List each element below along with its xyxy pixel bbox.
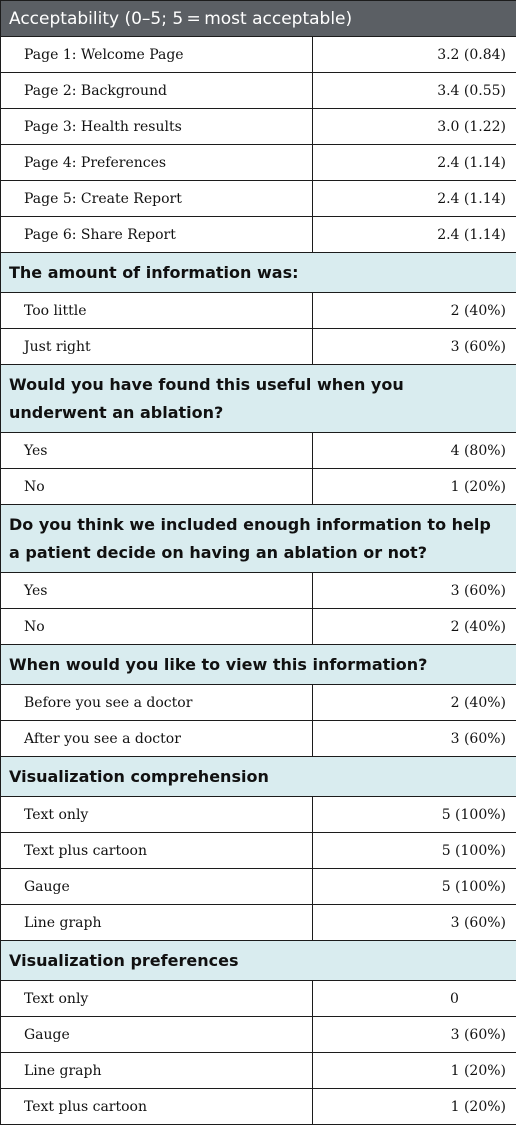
- section-heading-row: [1, 941, 516, 981]
- row-label: Just right: [1, 329, 313, 365]
- section-heading-row: [1, 253, 516, 293]
- row-value: 2.4 (1.14): [313, 217, 516, 253]
- row-label: No: [1, 469, 313, 505]
- table-row: [1, 869, 516, 905]
- title-row: [1, 1, 516, 37]
- row-value: 3 (60%): [313, 721, 516, 757]
- row-label: Page 1: Welcome Page: [1, 37, 313, 73]
- row-label: Line graph: [1, 1053, 313, 1089]
- row-value: 3.4 (0.55): [313, 73, 516, 109]
- row-value: 3 (60%): [313, 1017, 516, 1053]
- row-value: 2.4 (1.14): [313, 181, 516, 217]
- table-row: [1, 109, 516, 145]
- table-title: Acceptability (0–5; 5 = most acceptable): [1, 1, 516, 37]
- row-value: 5 (100%): [313, 833, 516, 869]
- table-row: [1, 217, 516, 253]
- table-row: [1, 1089, 516, 1125]
- row-value: 1 (20%): [313, 469, 516, 505]
- table-row: [1, 981, 516, 1017]
- row-label: Page 3: Health results: [1, 109, 313, 145]
- row-label: Text plus cartoon: [1, 1089, 313, 1125]
- section-heading: The amount of information was:: [1, 253, 516, 293]
- row-value: 2 (40%): [313, 609, 516, 645]
- table-row: [1, 37, 516, 73]
- row-label: Text plus cartoon: [1, 833, 313, 869]
- section-heading: Would you have found this useful when you underwent an ablation?: [1, 365, 516, 433]
- table-row: [1, 609, 516, 645]
- row-label: Text only: [1, 797, 313, 833]
- table-row: [1, 145, 516, 181]
- section-heading-row: [1, 757, 516, 797]
- row-value: 2.4 (1.14): [313, 145, 516, 181]
- row-value: 2 (40%): [313, 293, 516, 329]
- row-label: Yes: [1, 433, 313, 469]
- row-value: 3 (60%): [313, 905, 516, 941]
- row-label: Page 2: Background: [1, 73, 313, 109]
- section-heading: When would you like to view this information?: [1, 645, 516, 685]
- row-value: 0: [313, 981, 516, 1017]
- table-row: [1, 573, 516, 609]
- table-row: [1, 433, 516, 469]
- table-row: [1, 1053, 516, 1089]
- table-row: [1, 73, 516, 109]
- section-heading: Visualization preferences: [1, 941, 516, 981]
- table-row: [1, 833, 516, 869]
- row-label: Page 5: Create Report: [1, 181, 313, 217]
- row-label: Gauge: [1, 869, 313, 905]
- row-label: Text only: [1, 981, 313, 1017]
- row-label: Before you see a doctor: [1, 685, 313, 721]
- table-row: [1, 293, 516, 329]
- row-value: 3 (60%): [313, 573, 516, 609]
- table-row: [1, 181, 516, 217]
- table-row: [1, 1017, 516, 1053]
- section-heading-row: [1, 505, 516, 573]
- table-row: [1, 721, 516, 757]
- row-label: Too little: [1, 293, 313, 329]
- section-heading: Visualization comprehension: [1, 757, 516, 797]
- row-value: 3 (60%): [313, 329, 516, 365]
- row-value: 5 (100%): [313, 869, 516, 905]
- table-row: [1, 905, 516, 941]
- row-value: 4 (80%): [313, 433, 516, 469]
- row-value: 1 (20%): [313, 1089, 516, 1125]
- section-heading: Do you think we included enough information to help a patient decide on having an ablation or not?: [1, 505, 516, 573]
- row-label: No: [1, 609, 313, 645]
- section-heading-row: [1, 365, 516, 433]
- row-label: Page 6: Share Report: [1, 217, 313, 253]
- table-row: [1, 329, 516, 365]
- row-label: Yes: [1, 573, 313, 609]
- row-value: 1 (20%): [313, 1053, 516, 1089]
- table-row: [1, 685, 516, 721]
- row-value: 3.2 (0.84): [313, 37, 516, 73]
- table-row: [1, 797, 516, 833]
- row-value: 2 (40%): [313, 685, 516, 721]
- row-value: 5 (100%): [313, 797, 516, 833]
- row-label: Page 4: Preferences: [1, 145, 313, 181]
- row-label: Line graph: [1, 905, 313, 941]
- table-body: [1, 1, 516, 1125]
- row-label: After you see a doctor: [1, 721, 313, 757]
- section-heading-row: [1, 645, 516, 685]
- row-label: Gauge: [1, 1017, 313, 1053]
- row-value: 3.0 (1.22): [313, 109, 516, 145]
- table-row: [1, 469, 516, 505]
